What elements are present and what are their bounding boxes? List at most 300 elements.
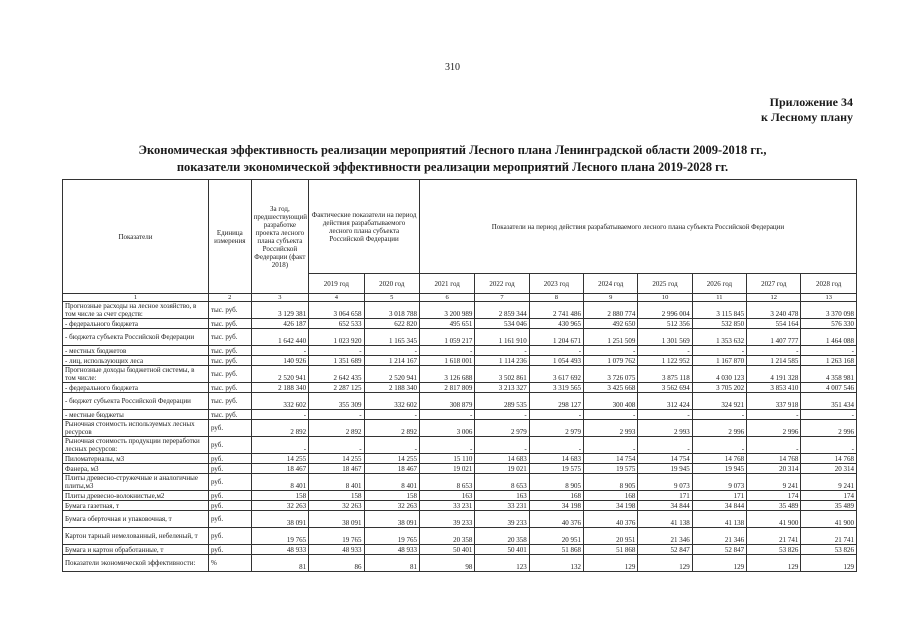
- row-value: 41 900: [747, 511, 801, 528]
- row-value: 622 820: [364, 319, 419, 329]
- row-value: -: [584, 346, 638, 356]
- row-value: -: [475, 410, 529, 420]
- row-value: 21 741: [801, 528, 857, 545]
- row-value: -: [364, 410, 419, 420]
- row-value: 3 213 327: [475, 383, 529, 393]
- row-value: 2 979: [475, 420, 529, 437]
- row-value: 174: [801, 491, 857, 501]
- row-value: 3 018 788: [364, 302, 419, 319]
- row-value: 98: [419, 555, 474, 572]
- row-value: -: [251, 410, 309, 420]
- row-value: -: [584, 410, 638, 420]
- row-label: Плиты древесно-стружечные и аналогичные плиты,м3: [63, 474, 209, 491]
- table-row: [63, 329, 857, 346]
- row-label: Бумага оберточная и упаковочная, т: [63, 511, 209, 528]
- row-value: 8 905: [529, 474, 583, 491]
- row-value: 81: [251, 555, 309, 572]
- row-value: 38 091: [309, 511, 364, 528]
- row-value: -: [309, 410, 364, 420]
- row-label: Прогнозные доходы бюджетной системы, в том числе:: [63, 366, 209, 383]
- row-value: 8 653: [419, 474, 474, 491]
- row-value: 19 765: [309, 528, 364, 545]
- row-value: 1 023 920: [309, 329, 364, 346]
- row-value: 2 859 344: [475, 302, 529, 319]
- row-label: Рыночная стоимость используемых лесных ресурсов: [63, 420, 209, 437]
- column-number: 8: [529, 294, 583, 302]
- row-unit: тыс. руб.: [208, 302, 251, 319]
- row-value: 3 853 410: [747, 383, 801, 393]
- row-value: 4 030 123: [692, 366, 746, 383]
- row-value: 1 114 236: [475, 356, 529, 366]
- row-value: 48 933: [251, 545, 309, 555]
- efficiency-table: [62, 179, 857, 572]
- row-value: 9 241: [747, 474, 801, 491]
- row-label: Прогнозные расходы на лесное хозяйство, в том числе за счет средств:: [63, 302, 209, 319]
- table-row: [63, 383, 857, 393]
- row-value: -: [747, 410, 801, 420]
- column-number: 4: [309, 294, 364, 302]
- column-number: 2: [208, 294, 251, 302]
- row-value: 14 255: [364, 454, 419, 464]
- row-value: 2 892: [364, 420, 419, 437]
- row-value: 9 241: [801, 474, 857, 491]
- row-value: -: [251, 437, 309, 454]
- row-value: 430 965: [529, 319, 583, 329]
- row-value: 19 575: [529, 464, 583, 474]
- row-value: -: [475, 346, 529, 356]
- column-number: 1: [63, 294, 209, 302]
- row-value: 512 356: [638, 319, 692, 329]
- header-actual: Фактические показатели на период действия разрабатываемого лесного плана субъекта Российской Федерации: [309, 180, 420, 274]
- row-value: -: [529, 437, 583, 454]
- row-value: 32 263: [251, 501, 309, 511]
- table-row: [63, 555, 857, 572]
- row-value: -: [251, 346, 309, 356]
- row-value: 1 165 345: [364, 329, 419, 346]
- header-row-numbers: [63, 294, 857, 302]
- table-row: [63, 437, 857, 454]
- row-value: 50 401: [419, 545, 474, 555]
- row-value: 1 407 777: [747, 329, 801, 346]
- appendix-line-2: к Лесному плану: [761, 110, 853, 124]
- row-value: 158: [364, 491, 419, 501]
- header-year: 2020 год: [364, 274, 419, 294]
- header-unit: Единица измерения: [208, 180, 251, 294]
- header-year: 2021 год: [419, 274, 474, 294]
- header-year: 2023 год: [529, 274, 583, 294]
- row-value: 14 255: [251, 454, 309, 464]
- row-value: 20 951: [584, 528, 638, 545]
- row-value: 495 651: [419, 319, 474, 329]
- row-label: Бумага газетная, т: [63, 501, 209, 511]
- row-value: 39 233: [475, 511, 529, 528]
- row-value: 53 826: [801, 545, 857, 555]
- header-year: 2019 год: [309, 274, 364, 294]
- row-value: 18 467: [309, 464, 364, 474]
- row-label: Пиломатериалы, м3: [63, 454, 209, 464]
- row-value: 3 617 692: [529, 366, 583, 383]
- row-unit: руб.: [208, 545, 251, 555]
- row-value: 51 868: [584, 545, 638, 555]
- row-value: -: [475, 437, 529, 454]
- row-value: 40 376: [529, 511, 583, 528]
- row-value: 8 401: [364, 474, 419, 491]
- row-value: 1 263 168: [801, 356, 857, 366]
- row-value: 2 996: [747, 420, 801, 437]
- row-value: 3 370 098: [801, 302, 857, 319]
- row-label: Показатели экономической эффективности:: [63, 555, 209, 572]
- row-value: 129: [801, 555, 857, 572]
- table-row: [63, 545, 857, 555]
- table-row: [63, 346, 857, 356]
- row-value: 53 826: [747, 545, 801, 555]
- appendix-note: [761, 95, 853, 125]
- row-value: 40 376: [584, 511, 638, 528]
- row-value: 1 251 509: [584, 329, 638, 346]
- row-unit: тыс. руб.: [208, 329, 251, 346]
- row-value: 2 979: [529, 420, 583, 437]
- row-label: - местные бюджеты: [63, 410, 209, 420]
- row-value: 48 933: [364, 545, 419, 555]
- row-value: 38 091: [251, 511, 309, 528]
- row-value: 300 408: [584, 393, 638, 410]
- row-value: 140 926: [251, 356, 309, 366]
- row-value: 9 073: [638, 474, 692, 491]
- row-value: -: [692, 410, 746, 420]
- document-title: [0, 142, 905, 176]
- row-value: 129: [747, 555, 801, 572]
- row-value: 39 233: [419, 511, 474, 528]
- row-value: 86: [309, 555, 364, 572]
- row-value: 8 905: [584, 474, 638, 491]
- row-value: 20 314: [801, 464, 857, 474]
- row-label: Рыночная стоимость продукции переработки лесных ресурсов:: [63, 437, 209, 454]
- header-year: 2028 год: [801, 274, 857, 294]
- row-value: -: [584, 437, 638, 454]
- row-value: 1 204 671: [529, 329, 583, 346]
- row-unit: руб.: [208, 420, 251, 437]
- row-value: 18 467: [251, 464, 309, 474]
- column-number: 7: [475, 294, 529, 302]
- row-value: 426 187: [251, 319, 309, 329]
- row-value: 35 489: [747, 501, 801, 511]
- row-value: 19 575: [584, 464, 638, 474]
- table-row: [63, 511, 857, 528]
- row-value: 3 115 845: [692, 302, 746, 319]
- row-value: 2 188 340: [251, 383, 309, 393]
- row-value: 14 768: [801, 454, 857, 464]
- row-value: 48 933: [309, 545, 364, 555]
- column-number: 13: [801, 294, 857, 302]
- row-value: 34 198: [529, 501, 583, 511]
- row-unit: руб.: [208, 437, 251, 454]
- row-value: 19 945: [638, 464, 692, 474]
- column-number: 5: [364, 294, 419, 302]
- row-label: - местных бюджетов: [63, 346, 209, 356]
- header-year: 2022 год: [475, 274, 529, 294]
- row-value: -: [364, 437, 419, 454]
- row-value: -: [638, 346, 692, 356]
- row-value: 14 255: [309, 454, 364, 464]
- row-value: 2 892: [309, 420, 364, 437]
- row-label: - федерального бюджета: [63, 319, 209, 329]
- row-label: Фанера, м3: [63, 464, 209, 474]
- row-value: 129: [638, 555, 692, 572]
- row-value: 129: [692, 555, 746, 572]
- row-value: 1 214 167: [364, 356, 419, 366]
- column-number: 10: [638, 294, 692, 302]
- row-label: - бюджета субъекта Российской Федерации: [63, 329, 209, 346]
- row-value: -: [309, 346, 364, 356]
- table-row: [63, 501, 857, 511]
- row-value: 492 650: [584, 319, 638, 329]
- row-value: 3 200 989: [419, 302, 474, 319]
- table-row: [63, 319, 857, 329]
- row-value: 19 945: [692, 464, 746, 474]
- row-value: 21 346: [638, 528, 692, 545]
- row-value: 2 287 125: [309, 383, 364, 393]
- row-unit: тыс. руб.: [208, 346, 251, 356]
- title-line-1: Экономическая эффективность реализации мероприятий Лесного плана Ленинградской области 2009-2018 гг.,: [138, 143, 767, 157]
- row-value: 14 754: [584, 454, 638, 464]
- row-label: Плиты древесно-волокнистые,м2: [63, 491, 209, 501]
- row-value: 32 263: [364, 501, 419, 511]
- column-number: 3: [251, 294, 309, 302]
- row-value: 34 844: [692, 501, 746, 511]
- table-row: [63, 366, 857, 383]
- row-value: 18 467: [364, 464, 419, 474]
- table-row: [63, 464, 857, 474]
- row-value: 289 535: [475, 393, 529, 410]
- appendix-line-1: Приложение 34: [769, 95, 853, 109]
- row-value: 38 091: [364, 511, 419, 528]
- row-value: 9 073: [692, 474, 746, 491]
- table-row: [63, 410, 857, 420]
- row-value: 8 653: [475, 474, 529, 491]
- row-value: 1 642 440: [251, 329, 309, 346]
- row-value: 1 167 870: [692, 356, 746, 366]
- row-value: 8 401: [251, 474, 309, 491]
- row-value: 4 358 981: [801, 366, 857, 383]
- row-value: 14 768: [692, 454, 746, 464]
- row-value: 2 188 340: [364, 383, 419, 393]
- header-year: 2024 год: [584, 274, 638, 294]
- row-value: 652 533: [309, 319, 364, 329]
- row-value: 3 319 565: [529, 383, 583, 393]
- row-value: 14 754: [638, 454, 692, 464]
- row-value: -: [638, 410, 692, 420]
- table-row: [63, 528, 857, 545]
- table-row: [63, 491, 857, 501]
- row-value: 1 122 952: [638, 356, 692, 366]
- row-value: 35 489: [801, 501, 857, 511]
- row-value: 158: [251, 491, 309, 501]
- header-row-main: [63, 180, 857, 274]
- row-value: -: [364, 346, 419, 356]
- row-value: 1 059 217: [419, 329, 474, 346]
- row-unit: руб.: [208, 474, 251, 491]
- row-value: 332 602: [251, 393, 309, 410]
- row-value: 3 705 202: [692, 383, 746, 393]
- row-value: 51 868: [529, 545, 583, 555]
- row-value: 21 346: [692, 528, 746, 545]
- title-line-2: показатели экономической эффективности реализации мероприятий Лесного плана 2019-2028 гг.: [176, 160, 729, 174]
- row-value: 34 844: [638, 501, 692, 511]
- row-value: 174: [747, 491, 801, 501]
- row-unit: тыс. руб.: [208, 319, 251, 329]
- row-value: 14 768: [747, 454, 801, 464]
- row-label: Бумага и картон обработанные, т: [63, 545, 209, 555]
- row-label: Картон тарный немелованный, небеленый, т: [63, 528, 209, 545]
- row-unit: руб.: [208, 491, 251, 501]
- row-value: -: [529, 346, 583, 356]
- row-value: 132: [529, 555, 583, 572]
- row-value: -: [747, 437, 801, 454]
- row-value: 2 996: [692, 420, 746, 437]
- row-value: 14 683: [529, 454, 583, 464]
- row-value: 19 765: [364, 528, 419, 545]
- row-value: 1 054 493: [529, 356, 583, 366]
- row-value: 3 064 658: [309, 302, 364, 319]
- row-value: 576 330: [801, 319, 857, 329]
- row-value: 3 006: [419, 420, 474, 437]
- row-value: 52 847: [692, 545, 746, 555]
- row-value: 1 464 088: [801, 329, 857, 346]
- row-value: 1 353 632: [692, 329, 746, 346]
- row-unit: руб.: [208, 464, 251, 474]
- row-value: 52 847: [638, 545, 692, 555]
- table-row: [63, 302, 857, 319]
- row-value: 2 993: [584, 420, 638, 437]
- table-row: [63, 420, 857, 437]
- row-value: 3 126 688: [419, 366, 474, 383]
- row-label: - лиц, использующих леса: [63, 356, 209, 366]
- row-value: 41 138: [692, 511, 746, 528]
- row-value: 19 021: [419, 464, 474, 474]
- header-forecast: Показатели на период действия разрабатываемого лесного плана субъекта Российской Федерации: [419, 180, 856, 274]
- row-value: -: [419, 346, 474, 356]
- row-value: 1 301 569: [638, 329, 692, 346]
- header-base-year: За год, предшествующий разработке проекта лесного плана субъекта Российской Федерации (факт 2018): [251, 180, 309, 294]
- row-value: 2 817 809: [419, 383, 474, 393]
- row-value: 308 879: [419, 393, 474, 410]
- row-value: 20 314: [747, 464, 801, 474]
- column-number: 12: [747, 294, 801, 302]
- row-value: 34 198: [584, 501, 638, 511]
- row-value: -: [419, 410, 474, 420]
- column-number: 11: [692, 294, 746, 302]
- column-number: 9: [584, 294, 638, 302]
- row-unit: руб.: [208, 501, 251, 511]
- row-value: 2 741 486: [529, 302, 583, 319]
- row-value: 2 996: [801, 420, 857, 437]
- row-unit: руб.: [208, 511, 251, 528]
- table-row: [63, 474, 857, 491]
- row-value: 81: [364, 555, 419, 572]
- row-value: 355 309: [309, 393, 364, 410]
- row-value: -: [801, 346, 857, 356]
- row-value: -: [747, 346, 801, 356]
- row-value: 3 502 861: [475, 366, 529, 383]
- row-value: 168: [529, 491, 583, 501]
- row-value: 4 007 546: [801, 383, 857, 393]
- row-value: 123: [475, 555, 529, 572]
- row-value: 41 900: [801, 511, 857, 528]
- row-value: 20 951: [529, 528, 583, 545]
- row-value: 332 602: [364, 393, 419, 410]
- row-value: 14 683: [475, 454, 529, 464]
- row-value: 351 434: [801, 393, 857, 410]
- row-unit: тыс. руб.: [208, 366, 251, 383]
- row-value: 50 401: [475, 545, 529, 555]
- row-value: 2 892: [251, 420, 309, 437]
- row-value: 1 618 001: [419, 356, 474, 366]
- row-value: 20 358: [419, 528, 474, 545]
- row-value: 3 240 478: [747, 302, 801, 319]
- row-value: -: [529, 410, 583, 420]
- row-value: 3 129 381: [251, 302, 309, 319]
- row-unit: тыс. руб.: [208, 356, 251, 366]
- row-value: 129: [584, 555, 638, 572]
- row-value: 298 127: [529, 393, 583, 410]
- row-value: 33 231: [419, 501, 474, 511]
- row-value: -: [801, 437, 857, 454]
- row-value: -: [419, 437, 474, 454]
- row-value: 3 875 118: [638, 366, 692, 383]
- row-value: -: [692, 346, 746, 356]
- row-unit: тыс. руб.: [208, 393, 251, 410]
- row-unit: тыс. руб.: [208, 410, 251, 420]
- row-value: 41 138: [638, 511, 692, 528]
- column-number: 6: [419, 294, 474, 302]
- row-value: 534 046: [475, 319, 529, 329]
- row-value: 171: [692, 491, 746, 501]
- row-value: 20 358: [475, 528, 529, 545]
- row-value: 3 726 075: [584, 366, 638, 383]
- row-value: 2 880 774: [584, 302, 638, 319]
- page-number: 310: [445, 62, 460, 73]
- row-value: 554 164: [747, 319, 801, 329]
- row-value: 163: [419, 491, 474, 501]
- row-value: 19 021: [475, 464, 529, 474]
- row-value: -: [309, 437, 364, 454]
- row-value: 2 520 941: [251, 366, 309, 383]
- row-value: 1 079 762: [584, 356, 638, 366]
- row-value: 158: [309, 491, 364, 501]
- row-value: 1 214 585: [747, 356, 801, 366]
- row-value: 8 401: [309, 474, 364, 491]
- row-value: 4 191 328: [747, 366, 801, 383]
- row-value: 1 351 689: [309, 356, 364, 366]
- row-value: 2 642 435: [309, 366, 364, 383]
- row-value: 171: [638, 491, 692, 501]
- row-unit: %: [208, 555, 251, 572]
- row-unit: руб.: [208, 528, 251, 545]
- row-value: 1 161 910: [475, 329, 529, 346]
- row-value: 2 993: [638, 420, 692, 437]
- row-unit: руб.: [208, 454, 251, 464]
- table-body: [63, 302, 857, 572]
- header-indicator: Показатели: [63, 180, 209, 294]
- row-value: 19 765: [251, 528, 309, 545]
- row-label: - бюджет субъекта Российской Федерации: [63, 393, 209, 410]
- table-header: [63, 180, 857, 302]
- table-row: [63, 393, 857, 410]
- row-value: 2 520 941: [364, 366, 419, 383]
- header-year: 2026 год: [692, 274, 746, 294]
- row-value: 3 425 668: [584, 383, 638, 393]
- header-year: 2027 год: [747, 274, 801, 294]
